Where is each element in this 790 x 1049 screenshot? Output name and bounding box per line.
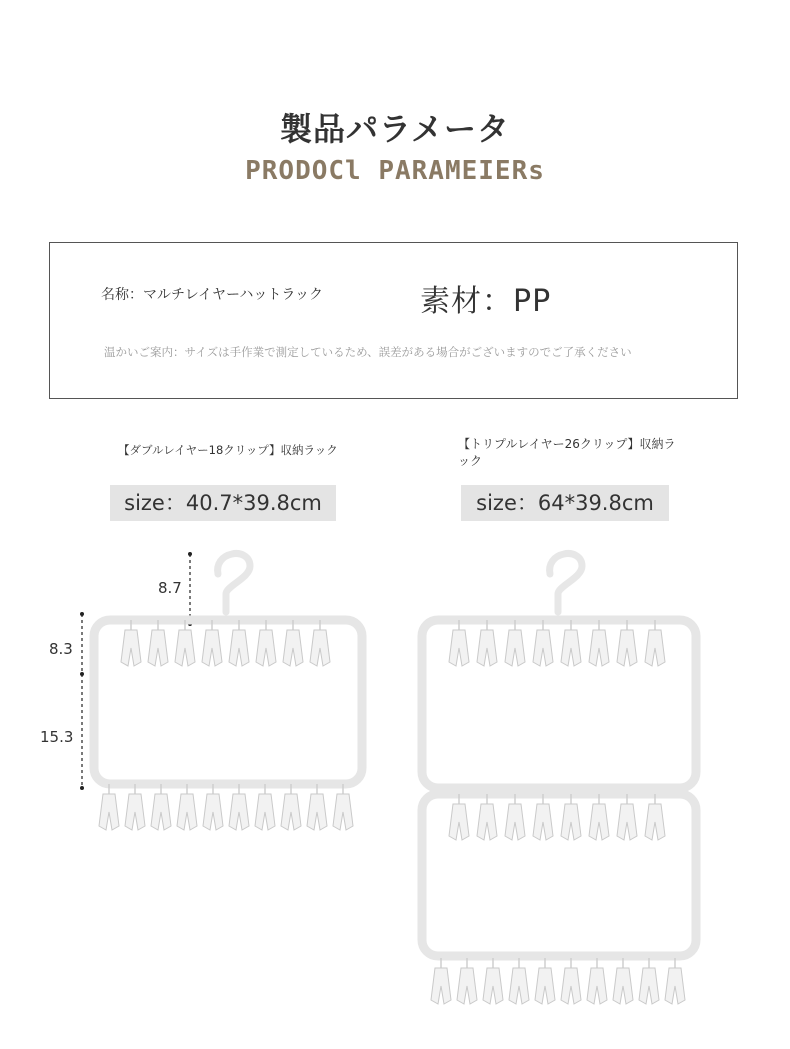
clothespin <box>121 620 141 666</box>
clothespin <box>281 784 301 830</box>
page-title: 製品パラメータ <box>279 110 511 148</box>
clothespin <box>617 794 637 840</box>
clothespin <box>255 784 275 830</box>
clothespin <box>509 958 529 1004</box>
clothespin <box>505 794 525 840</box>
triple-hanger-image <box>410 548 710 1028</box>
clothespin <box>151 784 171 830</box>
product-name: 名称：マルチレイヤーハットラック <box>101 287 324 303</box>
clothespin <box>457 958 477 1004</box>
clothespin <box>483 958 503 1004</box>
size-badge-triple: size：64*39.8cm <box>461 485 669 521</box>
double-hanger-image <box>30 548 390 848</box>
clothespin <box>561 620 581 666</box>
clothespin <box>177 784 197 830</box>
clothespin <box>645 794 665 840</box>
clothespin <box>148 620 168 666</box>
page-subtitle: PRODOCl PARAMEIERs <box>245 156 545 186</box>
size-badge-double: size：40.7*39.8cm <box>110 485 336 521</box>
clothespin <box>665 958 685 1004</box>
clothespin <box>505 620 525 666</box>
parameter-box <box>49 242 738 399</box>
clothespin <box>589 620 609 666</box>
clothespin <box>125 784 145 830</box>
clothespin <box>477 620 497 666</box>
clothespin <box>449 794 469 840</box>
clothespin <box>229 620 249 666</box>
product-caption-triple: 【トリプルレイヤー26クリップ】収納ラック <box>458 437 676 468</box>
product-material: 素材：PP <box>420 284 552 319</box>
clothespin <box>533 620 553 666</box>
dimension-label-hook: 8.7 <box>158 579 182 597</box>
clothespin <box>431 958 451 1004</box>
dimension-label-body: 15.3 <box>40 728 74 746</box>
clothespin <box>175 620 195 666</box>
clothespin <box>561 958 581 1004</box>
clothespin <box>561 794 581 840</box>
clothespin <box>203 784 223 830</box>
clothespin <box>645 620 665 666</box>
clothespin <box>613 958 633 1004</box>
clothespin <box>533 794 553 840</box>
clothespin <box>333 784 353 830</box>
clothespin <box>256 620 276 666</box>
measurement-note: 温かいご案内：サイズは手作業で測定しているため、誤差がある場合がございますのでご了承ください <box>104 345 632 359</box>
dimension-label-top: 8.3 <box>49 640 73 658</box>
clothespin <box>589 794 609 840</box>
clothespin <box>307 784 327 830</box>
clothespin <box>202 620 222 666</box>
product-caption-double: 【ダブルレイヤー18クリップ】収納ラック <box>118 443 338 457</box>
clothespin <box>535 958 555 1004</box>
clothespin <box>639 958 659 1004</box>
clothespin <box>310 620 330 666</box>
clothespin <box>477 794 497 840</box>
clothespin <box>283 620 303 666</box>
clothespin <box>229 784 249 830</box>
clothespin <box>99 784 119 830</box>
clothespin <box>587 958 607 1004</box>
clothespin <box>449 620 469 666</box>
clothespin <box>617 620 637 666</box>
